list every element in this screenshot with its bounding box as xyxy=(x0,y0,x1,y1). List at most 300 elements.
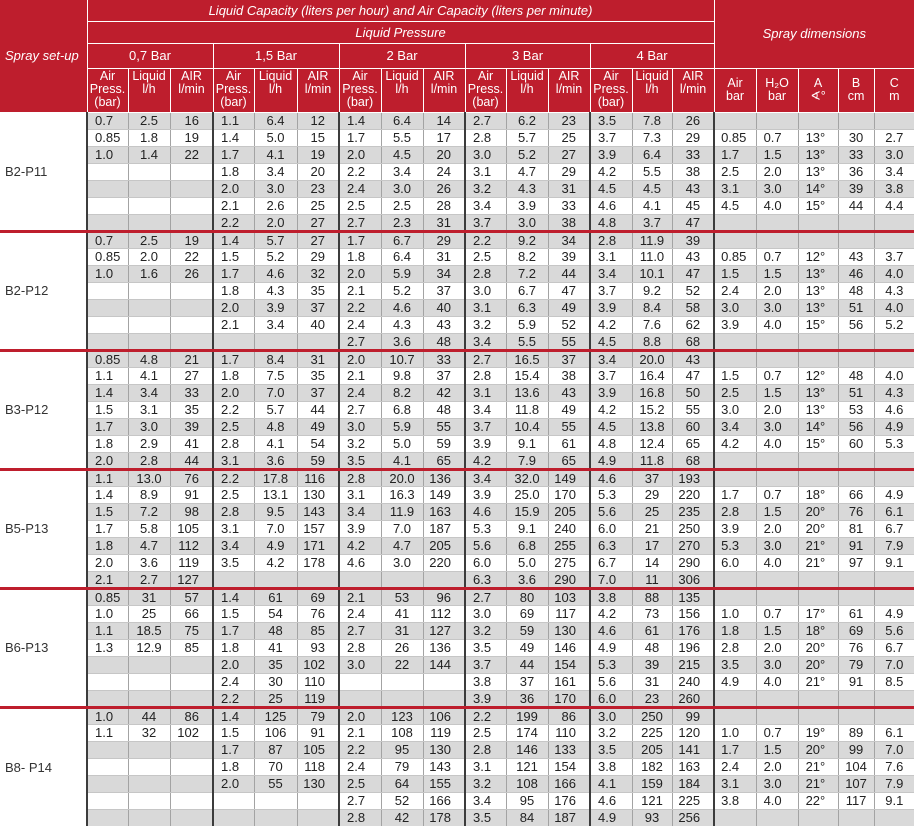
header-label-line: l/min xyxy=(679,81,707,96)
b2-p11-r4-0-7-bar-air-capacity xyxy=(170,163,213,180)
b8-p14-r5-0-7-bar-liquid xyxy=(128,775,170,792)
b2-p11-r7-3-bar-liquid: 3.0 xyxy=(506,214,548,231)
b6-p13-r6-4-bar-air-capacity: 240 xyxy=(672,673,714,690)
b8-p14-r7-4-bar-air-press: 4.9 xyxy=(590,809,632,826)
b8-p14-r2-spray-distance-c: 6.1 xyxy=(874,724,914,741)
b5-p13-r2-1-5-bar-liquid: 13.1 xyxy=(254,486,297,503)
b3-p12-r3-spray-width-b: 51 xyxy=(838,384,874,401)
b2-p11-r6-3-bar-air-capacity: 33 xyxy=(548,197,590,214)
b8-p14-r4-1-5-bar-liquid: 70 xyxy=(254,758,297,775)
b6-p13-r4-3-bar-air-press: 3.5 xyxy=(465,639,506,656)
b2-p11-r1-spray-angle-a xyxy=(798,112,838,129)
b6-p13-r1-1-5-bar-liquid: 61 xyxy=(254,588,297,605)
b3-p12-r2-1-5-bar-liquid: 7.5 xyxy=(254,367,297,384)
b3-p12-r6-3-bar-air-press: 3.9 xyxy=(465,435,506,452)
b6-p13-r3-spray-distance-c: 5.6 xyxy=(874,622,914,639)
b5-p13-r1-3-bar-liquid: 32.0 xyxy=(506,469,548,486)
b8-p14-r2-2-bar-liquid: 108 xyxy=(381,724,423,741)
b3-p12-r7-3-bar-air-press: 4.2 xyxy=(465,452,506,469)
b5-p13-r2-spray-width-b: 66 xyxy=(838,486,874,503)
b5-p13-r4-4-bar-air-press: 6.0 xyxy=(590,520,632,537)
b3-p12-r5-3-bar-air-capacity: 55 xyxy=(548,418,590,435)
b2-p11-r4-4-bar-air-press: 4.2 xyxy=(590,163,632,180)
b8-p14-r6-spray-h2o-bar: 4.0 xyxy=(756,792,798,809)
b5-p13-r5-3-bar-liquid: 6.8 xyxy=(506,537,548,554)
b2-p12-r3-1-5-bar-air-capacity: 32 xyxy=(297,265,339,282)
b5-p13-r4-4-bar-liquid: 21 xyxy=(632,520,672,537)
b6-p13-r3-4-bar-liquid: 61 xyxy=(632,622,672,639)
b6-p13-r4-spray-width-b: 76 xyxy=(838,639,874,656)
b8-p14-r7-spray-air-bar xyxy=(714,809,756,826)
b6-p13-r6-4-bar-air-press: 5.6 xyxy=(590,673,632,690)
b5-p13-r1-2-bar-liquid: 20.0 xyxy=(381,469,423,486)
header-label-line: AIR xyxy=(307,68,329,83)
b8-p14-r2-4-bar-liquid: 225 xyxy=(632,724,672,741)
header-label-line: H₂O xyxy=(765,76,789,90)
b6-p13-r1-4-bar-air-press: 3.8 xyxy=(590,588,632,605)
b8-p14-r3-spray-angle-a: 20° xyxy=(798,741,838,758)
2-bar-liquid-header xyxy=(381,68,423,112)
b3-p12-r3-0-7-bar-air-capacity: 33 xyxy=(170,384,213,401)
b8-p14-r2-0-7-bar-air-press: 1.1 xyxy=(87,724,128,741)
b6-p13-r3-2-bar-air-press: 2.7 xyxy=(339,622,381,639)
b6-p13-r3-spray-width-b: 69 xyxy=(838,622,874,639)
header-label-line: l/h xyxy=(395,81,409,96)
b2-p12-r1-spray-angle-a xyxy=(798,231,838,248)
b6-p13-r3-3-bar-liquid: 59 xyxy=(506,622,548,639)
b3-p12-r5-spray-h2o-bar: 3.0 xyxy=(756,418,798,435)
b2-p12-r3-4-bar-air-capacity: 47 xyxy=(672,265,714,282)
b8-p14-r7-4-bar-liquid: 93 xyxy=(632,809,672,826)
b8-p14-r2-3-bar-liquid: 174 xyxy=(506,724,548,741)
b5-p13-r5-spray-width-b: 91 xyxy=(838,537,874,554)
b2-p12-r3-spray-distance-c: 4.0 xyxy=(874,265,914,282)
b6-p13-r1-0-7-bar-air-press: 0.85 xyxy=(87,588,128,605)
b3-p12-r2-spray-width-b: 48 xyxy=(838,367,874,384)
b3-p12-r3-2-bar-air-press: 2.4 xyxy=(339,384,381,401)
b6-p13-r1-2-bar-liquid: 53 xyxy=(381,588,423,605)
b8-p14-r6-1-5-bar-air-press xyxy=(213,792,254,809)
b3-p12-r3-4-bar-liquid: 16.8 xyxy=(632,384,672,401)
b8-p14-r2-4-bar-air-press: 3.2 xyxy=(590,724,632,741)
b3-p12-r4-3-bar-air-capacity: 49 xyxy=(548,401,590,418)
b6-p13-r6-1-5-bar-air-press: 2.4 xyxy=(213,673,254,690)
b3-p12-r4-4-bar-air-press: 4.2 xyxy=(590,401,632,418)
b3-p12-r2-0-7-bar-air-press: 1.1 xyxy=(87,367,128,384)
b8-p14-r4-0-7-bar-liquid xyxy=(128,758,170,775)
b6-p13-r3-2-bar-air-capacity: 127 xyxy=(423,622,465,639)
spray-setup-header: Spray set-up xyxy=(0,0,87,112)
b2-p11-r7-0-7-bar-air-capacity xyxy=(170,214,213,231)
b2-p11-r3-spray-width-b: 33 xyxy=(838,146,874,163)
header-label-line: Press. xyxy=(467,81,504,96)
b8-p14-r6-0-7-bar-air-capacity xyxy=(170,792,213,809)
b2-p12-r7-2-bar-air-press: 2.7 xyxy=(339,333,381,350)
b2-p12-r5-spray-width-b: 51 xyxy=(838,299,874,316)
0-7-bar-liquid-header xyxy=(128,68,170,112)
b6-p13-r4-0-7-bar-air-capacity: 85 xyxy=(170,639,213,656)
b2-p11-r2-2-bar-air-press: 1.7 xyxy=(339,129,381,146)
b2-p12-r1-3-bar-air-capacity: 34 xyxy=(548,231,590,248)
b2-p11-r2-1-5-bar-air-capacity: 15 xyxy=(297,129,339,146)
b3-p12-r3-2-bar-liquid: 8.2 xyxy=(381,384,423,401)
b6-p13-r6-spray-angle-a: 21° xyxy=(798,673,838,690)
b2-p12-r7-0-7-bar-air-press xyxy=(87,333,128,350)
b2-p11-r3-4-bar-liquid: 6.4 xyxy=(632,146,672,163)
b6-p13-r2-spray-h2o-bar: 0.7 xyxy=(756,605,798,622)
b3-p12-r4-0-7-bar-air-press: 1.5 xyxy=(87,401,128,418)
b3-p12-r4-spray-distance-c: 4.6 xyxy=(874,401,914,418)
b8-p14-r1-0-7-bar-air-capacity: 86 xyxy=(170,707,213,724)
b2-p11-r1-0-7-bar-liquid: 2.5 xyxy=(128,112,170,129)
b5-p13-r1-spray-angle-a xyxy=(798,469,838,486)
b5-p13-r7-spray-air-bar xyxy=(714,571,756,588)
header-label-line: Liquid xyxy=(258,68,293,83)
b2-p11-r6-2-bar-air-press: 2.5 xyxy=(339,197,381,214)
b3-p12-r7-1-5-bar-liquid: 3.6 xyxy=(254,452,297,469)
b3-p12-r6-0-7-bar-liquid: 2.9 xyxy=(128,435,170,452)
b6-p13-r6-spray-width-b: 91 xyxy=(838,673,874,690)
b2-p11-r5-1-5-bar-air-press: 2.0 xyxy=(213,180,254,197)
b5-p13-r6-2-bar-liquid: 3.0 xyxy=(381,554,423,571)
header-label-line: C xyxy=(889,76,899,90)
b5-p13-r5-3-bar-air-press: 5.6 xyxy=(465,537,506,554)
b6-p13-r7-spray-angle-a xyxy=(798,690,838,707)
b2-p12-r3-4-bar-liquid: 10.1 xyxy=(632,265,672,282)
b2-p11-r1-spray-air-bar xyxy=(714,112,756,129)
b6-p13-r5-1-5-bar-air-press: 2.0 xyxy=(213,656,254,673)
b6-p13-r2-1-5-bar-liquid: 54 xyxy=(254,605,297,622)
b8-p14-r6-spray-angle-a: 22° xyxy=(798,792,838,809)
b5-p13-r4-1-5-bar-air-press: 3.1 xyxy=(213,520,254,537)
b2-p12-r4-2-bar-air-capacity: 37 xyxy=(423,282,465,299)
pressure-header-1-5-bar: 1,5 Bar xyxy=(213,43,339,68)
b3-p12-r3-1-5-bar-liquid: 7.0 xyxy=(254,384,297,401)
b3-p12-r3-spray-angle-a: 13° xyxy=(798,384,838,401)
b8-p14-r5-3-bar-air-capacity: 166 xyxy=(548,775,590,792)
b2-p11-r6-spray-width-b: 44 xyxy=(838,197,874,214)
header-label-line: Press. xyxy=(593,81,629,96)
b8-p14-r3-2-bar-air-capacity: 130 xyxy=(423,741,465,758)
b3-p12-r6-3-bar-air-capacity: 61 xyxy=(548,435,590,452)
b2-p12-r1-spray-h2o-bar xyxy=(756,231,798,248)
b8-p14-r3-spray-width-b: 99 xyxy=(838,741,874,758)
b3-p12-r4-2-bar-air-press: 2.7 xyxy=(339,401,381,418)
header-label-line: Liquid xyxy=(132,68,166,83)
b2-p12-r2-1-5-bar-air-press: 1.5 xyxy=(213,248,254,265)
b8-p14-r2-spray-angle-a: 19° xyxy=(798,724,838,741)
b8-p14-r4-3-bar-air-capacity: 154 xyxy=(548,758,590,775)
b2-p12-r7-4-bar-liquid: 8.8 xyxy=(632,333,672,350)
b6-p13-r5-spray-angle-a: 20° xyxy=(798,656,838,673)
b5-p13-r2-3-bar-air-press: 3.9 xyxy=(465,486,506,503)
pressure-header-2-bar: 2 Bar xyxy=(339,43,465,68)
b6-p13-r3-4-bar-air-press: 4.6 xyxy=(590,622,632,639)
b3-p12-r2-3-bar-air-capacity: 38 xyxy=(548,367,590,384)
b8-p14-r3-0-7-bar-liquid xyxy=(128,741,170,758)
b2-p12-r5-spray-angle-a: 13° xyxy=(798,299,838,316)
b2-p12-r2-0-7-bar-air-capacity: 22 xyxy=(170,248,213,265)
b3-p12-r5-spray-air-bar: 3.4 xyxy=(714,418,756,435)
b3-p12-r5-0-7-bar-liquid: 3.0 xyxy=(128,418,170,435)
b5-p13-r2-spray-air-bar: 1.7 xyxy=(714,486,756,503)
table-row xyxy=(0,129,914,146)
b3-p12-r6-spray-distance-c: 5.3 xyxy=(874,435,914,452)
b8-p14-r7-0-7-bar-air-capacity xyxy=(170,809,213,826)
b8-p14-r3-1-5-bar-liquid: 87 xyxy=(254,741,297,758)
b5-p13-r6-4-bar-liquid: 14 xyxy=(632,554,672,571)
3-bar-liquid-header xyxy=(506,68,548,112)
b2-p12-r4-0-7-bar-air-press xyxy=(87,282,128,299)
b2-p11-r2-0-7-bar-liquid: 1.8 xyxy=(128,129,170,146)
b6-p13-r2-1-5-bar-air-press: 1.5 xyxy=(213,605,254,622)
b2-p11-r6-2-bar-liquid: 2.5 xyxy=(381,197,423,214)
b2-p12-r3-0-7-bar-air-press: 1.0 xyxy=(87,265,128,282)
b6-p13-r6-3-bar-air-capacity: 161 xyxy=(548,673,590,690)
b2-p12-r5-4-bar-air-capacity: 58 xyxy=(672,299,714,316)
table-row xyxy=(0,265,914,282)
b5-p13-r7-3-bar-liquid: 3.6 xyxy=(506,571,548,588)
b5-p13-r5-3-bar-air-capacity: 255 xyxy=(548,537,590,554)
b6-p13-r3-0-7-bar-air-capacity: 75 xyxy=(170,622,213,639)
b6-p13-r3-spray-angle-a: 18° xyxy=(798,622,838,639)
b2-p11-r6-0-7-bar-air-press xyxy=(87,197,128,214)
b2-p12-r2-3-bar-liquid: 8.2 xyxy=(506,248,548,265)
table-row xyxy=(0,146,914,163)
b2-p12-r1-0-7-bar-air-capacity: 19 xyxy=(170,231,213,248)
b2-p12-r4-3-bar-air-press: 3.0 xyxy=(465,282,506,299)
b5-p13-r1-2-bar-air-press: 2.8 xyxy=(339,469,381,486)
b2-p11-r3-3-bar-air-capacity: 27 xyxy=(548,146,590,163)
b2-p11-r6-1-5-bar-liquid: 2.6 xyxy=(254,197,297,214)
b2-p11-r1-0-7-bar-air-capacity: 16 xyxy=(170,112,213,129)
b2-p11-r7-2-bar-liquid: 2.3 xyxy=(381,214,423,231)
b8-p14-r3-2-bar-air-press: 2.2 xyxy=(339,741,381,758)
b2-p11-r1-2-bar-air-press: 1.4 xyxy=(339,112,381,129)
b2-p11-r7-spray-h2o-bar xyxy=(756,214,798,231)
b2-p11-r2-4-bar-liquid: 7.3 xyxy=(632,129,672,146)
b6-p13-r7-spray-width-b xyxy=(838,690,874,707)
b3-p12-r6-2-bar-air-capacity: 59 xyxy=(423,435,465,452)
b3-p12-r4-3-bar-liquid: 11.8 xyxy=(506,401,548,418)
b6-p13-r5-4-bar-liquid: 39 xyxy=(632,656,672,673)
4-bar-liquid-header xyxy=(632,68,672,112)
b6-p13-r6-1-5-bar-liquid: 30 xyxy=(254,673,297,690)
b8-p14-r7-2-bar-air-press: 2.8 xyxy=(339,809,381,826)
1-5-bar-air-press-header xyxy=(213,68,254,112)
b5-p13-r2-spray-distance-c: 4.9 xyxy=(874,486,914,503)
b5-p13-r7-0-7-bar-air-press: 2.1 xyxy=(87,571,128,588)
b5-p13-r3-3-bar-liquid: 15.9 xyxy=(506,503,548,520)
b8-p14-r6-2-bar-air-capacity: 166 xyxy=(423,792,465,809)
b3-p12-r3-4-bar-air-capacity: 50 xyxy=(672,384,714,401)
b2-p11-r6-3-bar-liquid: 3.9 xyxy=(506,197,548,214)
table-header xyxy=(0,0,914,112)
b2-p12-r2-1-5-bar-liquid: 5.2 xyxy=(254,248,297,265)
b2-p12-r7-3-bar-liquid: 5.5 xyxy=(506,333,548,350)
b2-p12-r7-spray-h2o-bar xyxy=(756,333,798,350)
b2-p12-r6-spray-angle-a: 15° xyxy=(798,316,838,333)
b2-p11-r2-spray-h2o-bar: 0.7 xyxy=(756,129,798,146)
b2-p11-r2-4-bar-air-press: 3.7 xyxy=(590,129,632,146)
2-bar-air-capacity-header xyxy=(423,68,465,112)
header-label-line: Press. xyxy=(342,81,378,96)
b2-p11-r2-spray-width-b: 30 xyxy=(838,129,874,146)
b3-p12-r7-spray-h2o-bar xyxy=(756,452,798,469)
b2-p11-r4-3-bar-air-press: 3.1 xyxy=(465,163,506,180)
b6-p13-r1-2-bar-air-capacity: 96 xyxy=(423,588,465,605)
b3-p12-r1-spray-angle-a xyxy=(798,350,838,367)
b2-p11-r7-3-bar-air-capacity: 38 xyxy=(548,214,590,231)
table-row xyxy=(0,384,914,401)
b6-p13-r3-0-7-bar-liquid: 18.5 xyxy=(128,622,170,639)
b2-p12-r6-3-bar-air-press: 3.2 xyxy=(465,316,506,333)
b2-p11-r5-spray-h2o-bar: 3.0 xyxy=(756,180,798,197)
b8-p14-r1-2-bar-air-press: 2.0 xyxy=(339,707,381,724)
b3-p12-r7-3-bar-liquid: 7.9 xyxy=(506,452,548,469)
b6-p13-r2-4-bar-air-capacity: 156 xyxy=(672,605,714,622)
b2-p12-r5-spray-h2o-bar: 3.0 xyxy=(756,299,798,316)
b2-p11-r4-3-bar-liquid: 4.7 xyxy=(506,163,548,180)
b5-p13-r6-0-7-bar-air-press: 2.0 xyxy=(87,554,128,571)
b5-p13-r2-0-7-bar-air-capacity: 91 xyxy=(170,486,213,503)
b6-p13-r3-spray-h2o-bar: 1.5 xyxy=(756,622,798,639)
b8-p14-r4-3-bar-liquid: 121 xyxy=(506,758,548,775)
b2-p12-r1-4-bar-liquid: 11.9 xyxy=(632,231,672,248)
b3-p12-r5-spray-distance-c: 4.9 xyxy=(874,418,914,435)
b8-p14-r1-4-bar-air-capacity: 99 xyxy=(672,707,714,724)
b6-p13-r5-2-bar-air-press: 3.0 xyxy=(339,656,381,673)
b6-p13-r1-0-7-bar-liquid: 31 xyxy=(128,588,170,605)
b8-p14-r4-0-7-bar-air-press xyxy=(87,758,128,775)
b8-p14-r2-0-7-bar-liquid: 32 xyxy=(128,724,170,741)
4-bar-air-press-header xyxy=(590,68,632,112)
b6-p13-r4-4-bar-air-press: 4.9 xyxy=(590,639,632,656)
b3-p12-r2-0-7-bar-air-capacity: 27 xyxy=(170,367,213,384)
b2-p11-r1-4-bar-air-capacity: 26 xyxy=(672,112,714,129)
b5-p13-r1-spray-h2o-bar xyxy=(756,469,798,486)
b3-p12-r4-1-5-bar-liquid: 5.7 xyxy=(254,401,297,418)
b5-p13-r6-2-bar-air-press: 4.6 xyxy=(339,554,381,571)
b3-p12-r7-spray-width-b xyxy=(838,452,874,469)
b5-p13-r4-2-bar-air-capacity: 187 xyxy=(423,520,465,537)
b2-p12-r7-2-bar-liquid: 3.6 xyxy=(381,333,423,350)
b3-p12-r7-0-7-bar-air-capacity: 44 xyxy=(170,452,213,469)
b2-p12-r3-3-bar-air-press: 2.8 xyxy=(465,265,506,282)
b2-p11-r3-4-bar-air-capacity: 33 xyxy=(672,146,714,163)
b6-p13-r7-1-5-bar-air-press: 2.2 xyxy=(213,690,254,707)
b5-p13-r3-2-bar-air-press: 3.4 xyxy=(339,503,381,520)
b3-p12-r3-3-bar-liquid: 13.6 xyxy=(506,384,548,401)
b8-p14-r1-spray-air-bar xyxy=(714,707,756,724)
b5-p13-r6-0-7-bar-liquid: 3.6 xyxy=(128,554,170,571)
b2-p12-r2-2-bar-air-press: 1.8 xyxy=(339,248,381,265)
b2-p11-r5-2-bar-air-capacity: 26 xyxy=(423,180,465,197)
b6-p13-r7-3-bar-air-capacity: 170 xyxy=(548,690,590,707)
header-label-line: Air xyxy=(477,68,494,83)
b2-p12-r7-2-bar-air-capacity: 48 xyxy=(423,333,465,350)
b2-p12-r6-2-bar-air-press: 2.4 xyxy=(339,316,381,333)
b3-p12-r1-4-bar-air-press: 3.4 xyxy=(590,350,632,367)
b2-p11-r3-2-bar-liquid: 4.5 xyxy=(381,146,423,163)
b8-p14-r6-3-bar-air-press: 3.4 xyxy=(465,792,506,809)
table-row xyxy=(0,469,914,486)
b8-p14-r2-spray-width-b: 89 xyxy=(838,724,874,741)
b2-p12-r1-2-bar-air-capacity: 29 xyxy=(423,231,465,248)
b2-p11-r7-spray-air-bar xyxy=(714,214,756,231)
b8-p14-r4-4-bar-air-press: 3.8 xyxy=(590,758,632,775)
b5-p13-r3-4-bar-air-capacity: 235 xyxy=(672,503,714,520)
b3-p12-r5-3-bar-air-press: 3.7 xyxy=(465,418,506,435)
b6-p13-r4-1-5-bar-air-capacity: 93 xyxy=(297,639,339,656)
b2-p12-r6-3-bar-air-capacity: 52 xyxy=(548,316,590,333)
b2-p11-r6-spray-distance-c: 4.4 xyxy=(874,197,914,214)
b6-p13-r2-spray-width-b: 61 xyxy=(838,605,874,622)
b6-p13-r1-4-bar-liquid: 88 xyxy=(632,588,672,605)
b2-p11-r4-4-bar-air-capacity: 38 xyxy=(672,163,714,180)
b2-p11-r7-4-bar-air-press: 4.8 xyxy=(590,214,632,231)
table-row xyxy=(0,350,914,367)
b8-p14-r1-2-bar-liquid: 123 xyxy=(381,707,423,724)
b3-p12-r5-spray-width-b: 56 xyxy=(838,418,874,435)
b2-p11-r6-spray-angle-a: 15° xyxy=(798,197,838,214)
b2-p12-r4-4-bar-air-press: 3.7 xyxy=(590,282,632,299)
b2-p11-r2-4-bar-air-capacity: 29 xyxy=(672,129,714,146)
b5-p13-r5-spray-angle-a: 21° xyxy=(798,537,838,554)
b3-p12-r1-spray-h2o-bar xyxy=(756,350,798,367)
table-row xyxy=(0,367,914,384)
b6-p13-r4-1-5-bar-air-press: 1.8 xyxy=(213,639,254,656)
b6-p13-r3-0-7-bar-air-press: 1.1 xyxy=(87,622,128,639)
b8-p14-r5-spray-angle-a: 21° xyxy=(798,775,838,792)
table-row xyxy=(0,741,914,758)
b2-p11-r1-2-bar-air-capacity: 14 xyxy=(423,112,465,129)
b5-p13-r3-0-7-bar-air-press: 1.5 xyxy=(87,503,128,520)
b5-p13-r5-1-5-bar-air-capacity: 171 xyxy=(297,537,339,554)
table-row xyxy=(0,112,914,129)
b2-p11-r5-4-bar-air-capacity: 43 xyxy=(672,180,714,197)
b5-p13-r6-spray-h2o-bar: 4.0 xyxy=(756,554,798,571)
b2-p11-r7-2-bar-air-capacity: 31 xyxy=(423,214,465,231)
b2-p12-r6-spray-width-b: 56 xyxy=(838,316,874,333)
b3-p12-r4-4-bar-liquid: 15.2 xyxy=(632,401,672,418)
b5-p13-r1-0-7-bar-air-capacity: 76 xyxy=(170,469,213,486)
b6-p13-r3-2-bar-liquid: 31 xyxy=(381,622,423,639)
b8-p14-r2-4-bar-air-capacity: 120 xyxy=(672,724,714,741)
b6-p13-r5-3-bar-air-press: 3.7 xyxy=(465,656,506,673)
b2-p11-r4-spray-air-bar: 2.5 xyxy=(714,163,756,180)
b5-p13-r5-2-bar-air-capacity: 205 xyxy=(423,537,465,554)
b2-p11-r5-0-7-bar-air-capacity xyxy=(170,180,213,197)
b8-p14-r3-4-bar-air-capacity: 141 xyxy=(672,741,714,758)
b3-p12-r1-0-7-bar-air-capacity: 21 xyxy=(170,350,213,367)
table-row xyxy=(0,554,914,571)
b2-p12-r4-1-5-bar-air-press: 1.8 xyxy=(213,282,254,299)
table-row xyxy=(0,571,914,588)
b2-p12-r6-0-7-bar-liquid xyxy=(128,316,170,333)
b5-p13-r7-4-bar-air-press: 7.0 xyxy=(590,571,632,588)
b2-p12-r3-0-7-bar-liquid: 1.6 xyxy=(128,265,170,282)
b5-p13-r1-spray-width-b xyxy=(838,469,874,486)
1-5-bar-liquid-header xyxy=(254,68,297,112)
b8-p14-r2-3-bar-air-capacity: 110 xyxy=(548,724,590,741)
b3-p12-r2-spray-angle-a: 12° xyxy=(798,367,838,384)
b2-p12-r2-spray-air-bar: 0.85 xyxy=(714,248,756,265)
b5-p13-r1-2-bar-air-capacity: 136 xyxy=(423,469,465,486)
b5-p13-r1-spray-air-bar xyxy=(714,469,756,486)
table-row xyxy=(0,316,914,333)
b5-p13-r5-4-bar-air-capacity: 270 xyxy=(672,537,714,554)
